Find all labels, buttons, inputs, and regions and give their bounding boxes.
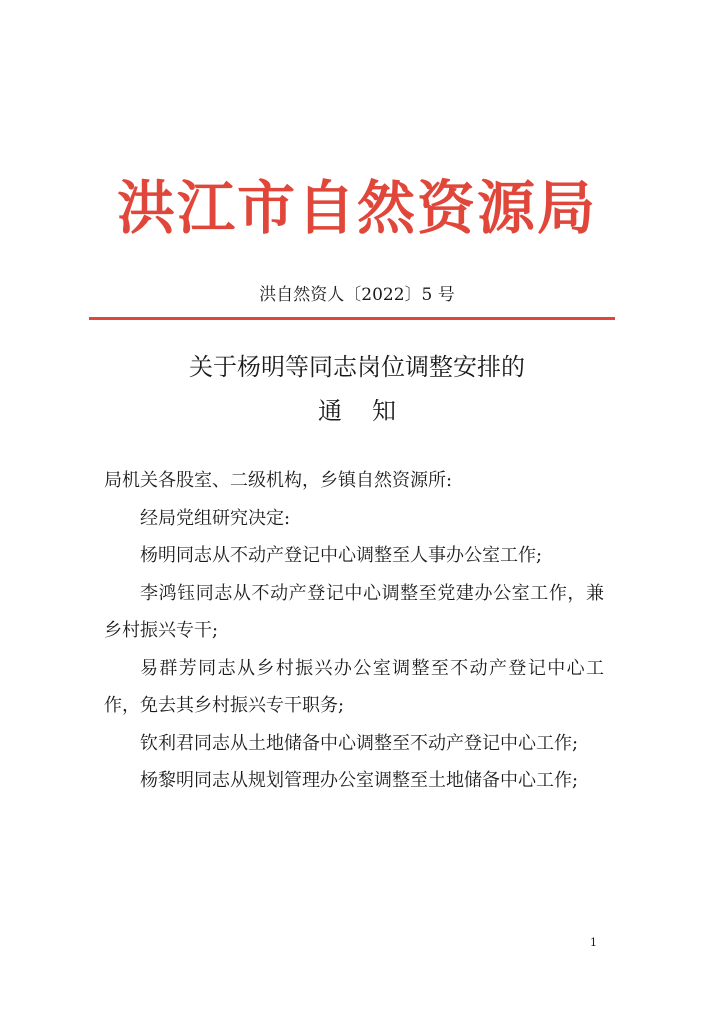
notice-body xyxy=(104,462,604,800)
document-number: 洪自然资人〔2022〕5 号 xyxy=(259,285,455,305)
agency-header: 洪江市自然资源局 xyxy=(116,174,597,242)
notice-title-line-2: 通知 xyxy=(318,397,426,425)
body-paragraph: 钦利君同志从土地储备中心调整至不动产登记中心工作; xyxy=(140,732,579,754)
body-paragraph: 杨黎明同志从规划管理办公室调整至土地储备中心工作; xyxy=(140,770,579,791)
body-paragraph: 经局党组研究决定: xyxy=(140,507,291,529)
red-divider-line xyxy=(89,317,615,320)
body-paragraph: 杨明同志从不动产登记中心调整至人事办公室工作; xyxy=(140,545,543,566)
notice-title-line-1: 关于杨明等同志岗位调整安排的 xyxy=(189,353,525,381)
page-number: 1 xyxy=(590,936,597,949)
body-paragraph: 李鸿钰同志从不动产登记中心调整至党建办公室工作，兼乡村振兴专干; xyxy=(104,582,604,641)
salutation: 局机关各股室、二级机构，乡镇自然资源所: xyxy=(104,470,453,491)
body-paragraph: 易群芳同志从乡村振兴办公室调整至不动产登记中心工作，免去其乡村振兴专干职务; xyxy=(104,657,604,716)
